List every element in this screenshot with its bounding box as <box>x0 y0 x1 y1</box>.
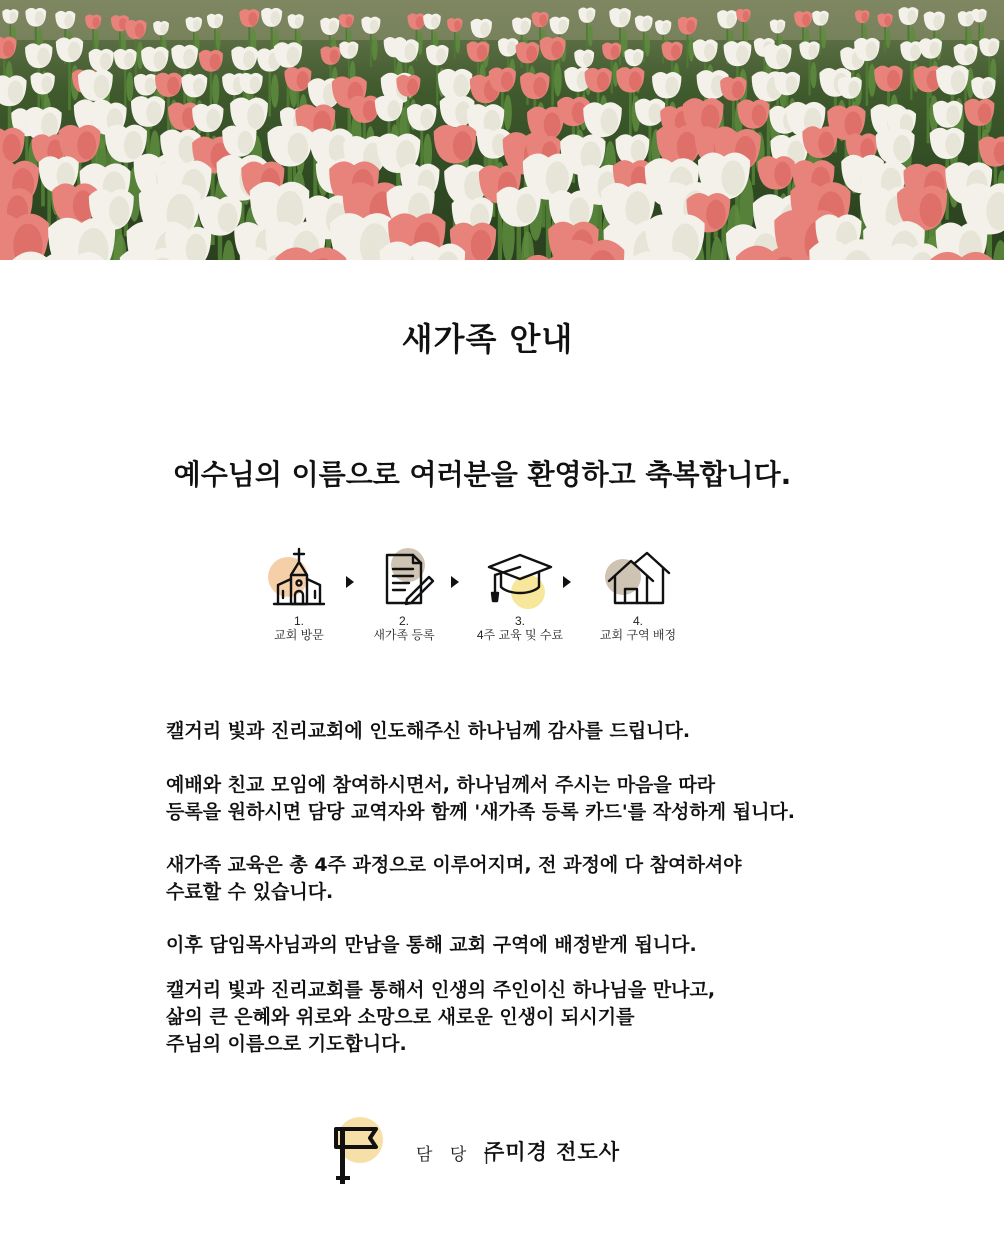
contact-label: 담 당 | <box>416 1145 496 1165</box>
arrow-right-icon <box>563 576 571 588</box>
step-label: 교회 방문 <box>274 628 324 642</box>
paragraph-registration-line-1: 예배와 친교 모임에 참여하시면서, 하나님께서 주시는 마음을 따라 <box>166 774 716 796</box>
paragraph-prayer-line-1: 캘거리 빛과 진리교회를 통해서 인생의 주인이신 하나님을 만나고, <box>166 979 716 1001</box>
body-text <box>166 718 866 1058</box>
paragraph-registration-line-2: 등록을 원하시면 담당 교역자와 함께 '새가족 등록 카드'를 작성하게 됩니다. <box>166 801 796 823</box>
paragraph-education-line-2: 수료할 수 있습니다. <box>166 881 334 903</box>
contact-footer <box>330 1112 650 1192</box>
registration-form-icon <box>369 545 439 610</box>
page-title: 새가족 안내 <box>401 320 574 358</box>
house-icon <box>603 545 673 610</box>
step-number: 3. <box>514 614 525 628</box>
contact-name: 주미경 전도사 <box>484 1140 621 1164</box>
signpost-flag-icon <box>330 1112 386 1186</box>
welcome-heading: 예수님의 이름으로 여러분을 환영하고 축복합니다. <box>173 458 792 491</box>
hero-image <box>0 0 1004 260</box>
church-icon <box>264 545 334 610</box>
step-district-assignment <box>583 545 693 642</box>
step-number: 1. <box>293 614 304 628</box>
step-label: 4주 교육 및 수료 <box>476 628 564 642</box>
step-label: 새가족 등록 <box>373 628 435 642</box>
step-number: 4. <box>632 614 643 628</box>
step-church-visit <box>244 545 354 642</box>
step-number: 2. <box>398 614 409 628</box>
step-registration <box>349 545 459 642</box>
paragraph-prayer-line-2: 삶의 큰 은혜와 위로와 소망으로 새로운 인생이 되시기를 <box>166 1006 635 1028</box>
tulip-field-illustration <box>0 0 1004 260</box>
registration-steps <box>262 545 692 655</box>
paragraph-assignment: 이후 담임목사님과의 만남을 통해 교회 구역에 배정받게 됩니다. <box>166 934 697 956</box>
paragraph-thanks: 캘거리 빛과 진리교회에 인도해주신 하나님께 감사를 드립니다. <box>166 720 691 742</box>
step-label: 교회 구역 배정 <box>599 628 677 642</box>
step-education <box>465 545 575 642</box>
paragraph-education-line-1: 새가족 교육은 총 4주 과정으로 이루어지며, 전 과정에 다 참여하셔야 <box>166 854 742 876</box>
arrow-right-icon <box>451 576 459 588</box>
graduation-cap-icon <box>485 545 555 610</box>
paragraph-prayer-line-3: 주님의 이름으로 기도합니다. <box>166 1033 407 1055</box>
